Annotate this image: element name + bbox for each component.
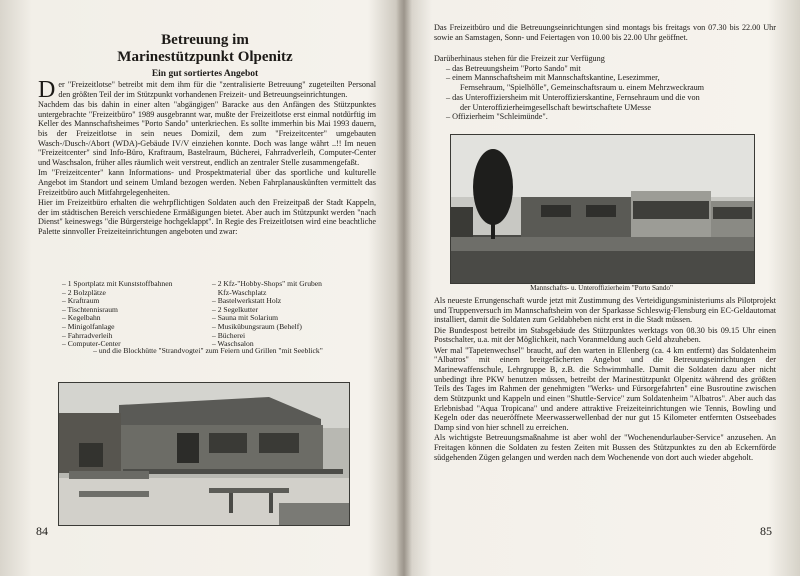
paragraph-4: Hier im Freizeitbüro erhalten die wehrpflichtigen Soldaten auch den Freizeitpaß der Stadt Kappeln, der im städtischen Bereich verschiedene Ermäßigungen bietet. Aber auch im Stützpunkt werden "nach Dienst" keineswegs "die Bürgersteige hochgeklappt". In Regie des Freizeitlotsen wird eine beachtliche Palette sinnvoller Freizeiteinrichtungen angeboten und zwar: bbox=[38, 197, 376, 237]
list-item: – 1 Sportplatz mit Kunststoffbahnen bbox=[62, 279, 173, 288]
paragraph-2: Nachdem das bis dahin in einer alten "abgängigen" Baracke aus den Anfängen des Stützpunktes untergebrachte "Freizeitbüro" 1989 ausgebrannt war, mußte der Freizeitlotse erst einmal notdürftig im Keller des Mannschaftsheimes "Porto Sando" unterkriechen. Es sollte immerhin bis Mai 1993 dauern, bis der Freizeitlotse in sein neues Domizil, dem zum "Freizeitcenter" umgebauten Wasch-/Dusch-/Abort (WDA)-Gebäude IV/V einziehen konnte. Doch was lange währt ..!! Im neuen "Freizeitcenter" sind Info-Büro, Kraftraum, Bastelraum, Bücherei, Fahrradverleih, Computer-Center und Waschsalon, früher alles räumlich weit verstreut, endlich an zentraler Stelle zusammengefaßt. bbox=[38, 99, 376, 168]
list-item: – 2 Segelkutter bbox=[212, 304, 258, 314]
offer-item: der Unteroffizierheimgesellschaft bewirtschaftete UMesse bbox=[460, 102, 652, 112]
photo-caption: Mannschafts- u. Unteroffizierheim "Porto Sando" bbox=[530, 284, 673, 292]
page-number-left: 84 bbox=[36, 524, 48, 538]
offer-item: – das Unteroffiziersheim mit Unteroffizierskantine, Fernsehraum und die von bbox=[446, 92, 700, 102]
list-item: – Waschsalon bbox=[212, 339, 254, 349]
list-item: – 2 Bolzplätze bbox=[62, 287, 106, 297]
page-title-line2: Marinestützpunkt Olpenitz bbox=[117, 49, 293, 65]
offer-list bbox=[434, 54, 776, 122]
photo-strandvogtei-image bbox=[59, 383, 349, 525]
list-item: – Bücherei bbox=[212, 330, 246, 340]
left-body-text bbox=[38, 77, 376, 237]
list-item: – Musikübungsraum (Behelf) bbox=[212, 321, 302, 331]
facilities-column-2 bbox=[212, 280, 362, 349]
list-item: Kfz-Waschplatz bbox=[212, 287, 267, 297]
offer-intro: Darüberhinaus stehen für die Freizeit zur Verfügung bbox=[434, 54, 605, 63]
paragraph-3: Im "Freizeitcenter" kann Informations- und Prospektmaterial über das sportliche und kulturelle Angebot im Standort und seinem Umland bezogen werden. Neben Fahrplanauskünften vermittelt das Freizeitbüro auch Mitfahrgelegenheiten. bbox=[38, 168, 376, 197]
page-title-line1: Betreuung im bbox=[161, 32, 249, 48]
list-item: – Kegelbahn bbox=[62, 313, 101, 323]
right-body-text bbox=[434, 296, 776, 463]
paragraph-3: Wer mal "Tapetenwechsel" braucht, auf den warten in Ellenberg (ca. 4 km entfernt) das Soldatenheim "Albatros" mit einem breitgefächerten Angebot und die Betreuungseinrichtungen der Marinewaffenschule, Lehrgruppe B, z.B. die Schwimmhalle. Damit die Soldaten dazu aber nicht unbedingt ihre PKW benutzen müssen, betreibt der Marinestützpunkt Olpenitz während des größten Teils des Tages im Rahmen der genehmigten "Werks- und Fürsorgefahrten" eine Busroutine zwischen dem Stützpunkt und Kappeln und einen "Shuttle-Service" zum Soldatenheim "Albatros". Aber auch das Erlebnisbad "Aqua Tropicana" und andere attraktive Freizeiteinrichtungen wie Tennis, Bowling und Kegeln oder das neueröffnete Meerwasserwellenbad der nur gut 15 Kilometer entfernten Ostseebades Damp sind von hier schnell zu erreichen. bbox=[434, 345, 776, 433]
opening-hours-text: Das Freizeitbüro und die Betreuungseinrichtungen sind montags bis freitags von 07.30 bis 22.00 Uhr sowie an Samstagen, Sonn- und Feiertagen von 10.00 bis 22.00 Uhr geöffnet. bbox=[434, 23, 776, 42]
list-item: – Kraftraum bbox=[62, 296, 100, 306]
paragraph-4: Als wichtigste Betreuungsmaßnahme ist aber wohl der "Wochenendurlauber-Service" anzusehen. An Freitagen können die Soldaten zu festen Zeiten mit Bussen des Stützpunktes zu den ab Eckernförde südgehenden Zügen gelangen und werden nach dem Wochenende von dort auch wieder abgeholt. bbox=[434, 433, 776, 462]
list-item: – Sauna mit Solarium bbox=[212, 313, 279, 323]
photo-porto-sando-image bbox=[451, 135, 754, 283]
list-item: – 2 Kfz-"Hobby-Shops" mit Gruben bbox=[212, 279, 322, 288]
list-item: – Minigolfanlage bbox=[62, 321, 115, 331]
facilities-list bbox=[62, 279, 362, 349]
list-item: – Bastelwerkstatt Holz bbox=[212, 296, 282, 306]
list-item: – Computer-Center bbox=[62, 339, 121, 349]
offer-item: – einem Mannschaftsheim mit Mannschaftskantine, Lesezimmer, bbox=[446, 73, 660, 83]
list-item: – Fahrradverleih bbox=[62, 330, 113, 340]
offer-item: Fernsehraum, "Spielhölle", Gemeinschaftsraum u. einem Mehrzweckraum bbox=[460, 83, 705, 93]
page-number-right: 85 bbox=[760, 524, 772, 538]
offer-item: – das Betreuungsheim "Porto Sando" mit bbox=[446, 63, 581, 73]
paragraph-1-text: er "Freizeitlotse" betreibt mit dem ihm für die "zentralisierte Betreuung" zugeteilten Personal den größten Teil der im Stützpunkt vorhandenen Freizeit- und Betreuungseinrichtungen. bbox=[58, 80, 376, 99]
right-page bbox=[410, 0, 800, 576]
paragraph-2: Die Bundespost betreibt im Stabsgebäude des Stützpunktes werktags von 08.30 bis 09.15 Uhr einen Postschalter, u.a. mit der Möglichkeit, nach Voranmeldung auch Geld abzuheben. bbox=[434, 325, 776, 345]
blockhut-line: – und die Blockhütte "Strandvogtei" zum Feiern und Grillen "mit Seeblick" bbox=[93, 346, 323, 355]
page-subtitle: Ein gut sortiertes Angebot bbox=[151, 69, 259, 79]
photo-porto-sando bbox=[450, 134, 755, 284]
photo-strandvogtei bbox=[58, 382, 350, 526]
offer-item: – Offizierheim "Schleimünde". bbox=[446, 112, 548, 122]
paragraph-1 bbox=[38, 77, 376, 103]
left-page bbox=[0, 0, 398, 576]
facilities-column-1 bbox=[62, 280, 212, 349]
dropcap-letter: D bbox=[38, 77, 56, 103]
list-item: – Tischtennisraum bbox=[62, 304, 118, 314]
paragraph-1: Als neueste Errungenschaft wurde jetzt mit Zustimmung des Verteidigungsministeriums als Pilotprojekt und Truppenversuch im Mannschaftsheim von der Sparkasse Schleswig-Flensburg ein EC-Geldautomat installiert, damit die Soldaten zum Geldabheben nicht erst in die Stadt müssen. bbox=[434, 296, 776, 325]
